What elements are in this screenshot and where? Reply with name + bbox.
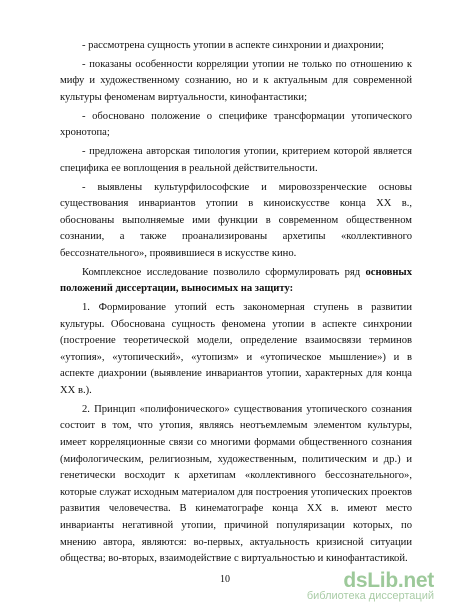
dslib-logo	[343, 570, 434, 592]
paragraph-bullet-4: - предложена авторская типология утопии, критерием которой является специфика ее воплощения в реальной действительности.	[60, 146, 412, 174]
page-number: 10	[220, 574, 230, 585]
dslib-tagline: библиотека диссертаций	[306, 590, 434, 602]
paragraph-bullet-1: - рассмотрена сущность утопии в аспекте синхронии и диахронии;	[82, 40, 384, 51]
paragraph-bullet-3: - обосновано положение о специфике трансформации утопического хронотопа;	[60, 110, 412, 139]
paragraph-lead-bold: основных положений диссертации, выносимых на защиту:	[60, 266, 412, 295]
paragraph-bullet-5: - выявлены культурфилософские и мировоззренческие основы существования инвариантов утопии в киноискусстве конца XX в., обоснованы выполняемые ими функции в современном общественном сознании, а также проанализированы архетипы «коллективного бессознательного», проявившиеся в искусстве кино.	[60, 181, 412, 259]
paragraph-bullet-2: - показаны особенности корреляции утопии не только по отношению к мифу и художественному сознанию, но и к актуальным для современной культуры феноменам виртуальности, кинофантастики;	[60, 58, 412, 103]
logo-main: Lib	[367, 569, 398, 592]
paragraph-lead	[60, 265, 412, 298]
logo-suffix: .net	[397, 569, 434, 592]
paragraph-thesis-1: 1. Формирование утопий есть закономерная ступень в развитии культуры. Обоснована сущность феномена утопии в аспекте синхронии (построение теоретической модели, определение взаимосвязи терминов «утопия», «утопический», «утопизм» и «утопическое мышление») и в аспекте диахронии (выявление инвариантов утопии, характерных для конца XX в.).	[60, 302, 412, 396]
logo-prefix: ds	[343, 569, 368, 592]
document-body	[60, 38, 412, 570]
dslib-watermark	[266, 570, 436, 604]
paragraph-lead-text: Комплексное исследование позволило сформулировать ряд	[82, 266, 366, 278]
paragraph-thesis-2: 2. Принцип «полифонического» существования утопического сознания состоит в том, что утопия, являясь неотъемлемым элементом культуры, имеет корреляционные связи со многими формами общественного сознания (мифологическим, религиозным, художественным, политическим и др.) и генетически восходит к архетипам «коллективного бессознательного», которые служат исходным материалом для построения утопических проектов развития человечества. В кинематографе конца XX в. имеют место инварианты негативной утопии, причиной популяризации которых, по мнению автора, являются: во-первых, актуальность кризисной ситуации общества; во-вторых, взаимодействие с виртуальностью и кинофантастикой.	[60, 403, 412, 565]
